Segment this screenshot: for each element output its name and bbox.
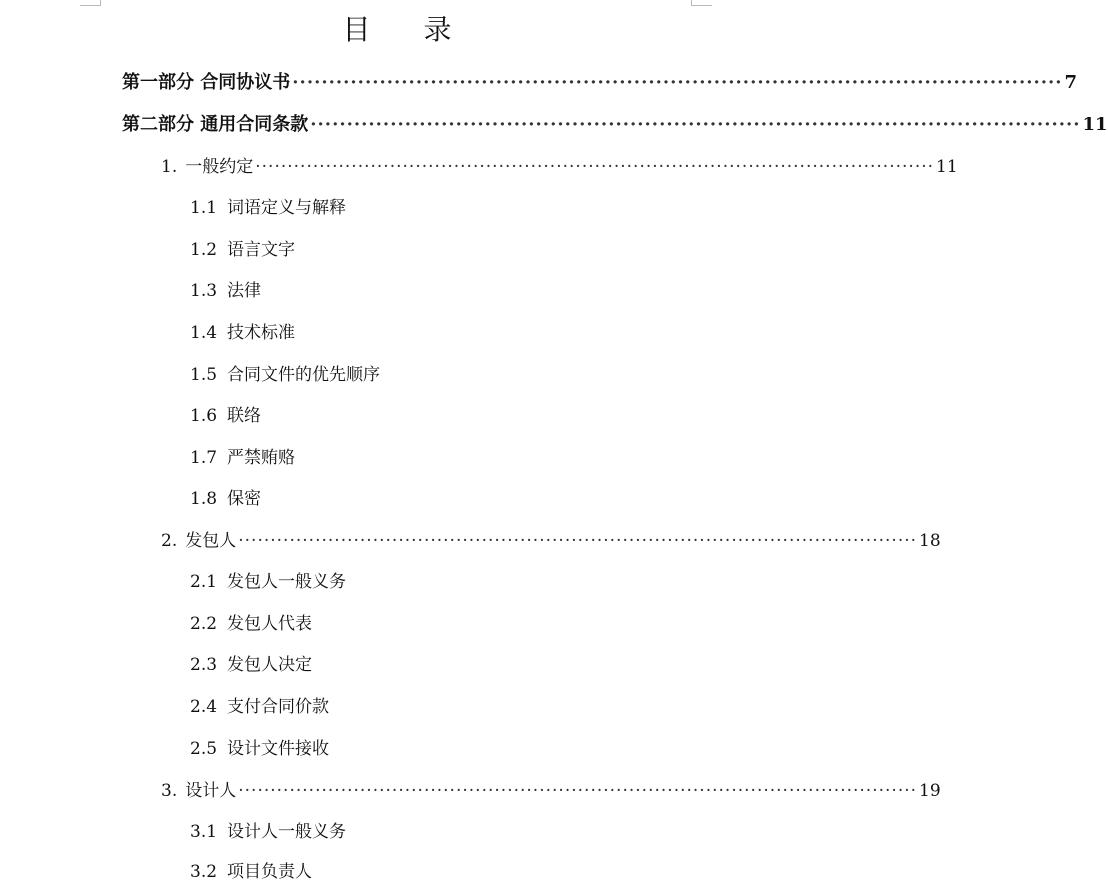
- toc-section-number: 1.6: [190, 406, 218, 426]
- toc-section-number: 2.5: [190, 739, 218, 759]
- toc-section-number: 1.1: [190, 198, 218, 218]
- toc-section-number: 1.3: [190, 281, 218, 301]
- margin-corner-mark: [80, 0, 101, 6]
- toc-entry-section[interactable]: [190, 570, 346, 594]
- toc-entry-part-1[interactable]: [122, 71, 1078, 95]
- toc-section-number: 2.4: [190, 697, 218, 717]
- toc-entry-text: 严禁贿赂: [227, 448, 296, 468]
- toc-entry-section[interactable]: [190, 737, 329, 761]
- toc-entry-section[interactable]: [190, 404, 261, 428]
- toc-entry-text: 发包人代表: [227, 614, 313, 634]
- toc-leader-dots: ··········································································································: [292, 72, 1063, 93]
- toc-section-number: 3.1: [190, 822, 218, 842]
- toc-entry-section[interactable]: [190, 196, 346, 220]
- toc-entry-section[interactable]: [190, 653, 312, 677]
- toc-entry-label: [161, 155, 253, 179]
- toc-leader-dots: ··········································································································: [238, 781, 918, 801]
- toc-entry-text: 词语定义与解释: [227, 198, 347, 218]
- toc-entry-label: 第一部分 合同协议书: [122, 72, 291, 93]
- toc-entry-text: 项目负责人: [227, 862, 313, 882]
- toc-section-number: 1.7: [190, 448, 218, 468]
- toc-entry-text: 支付合同价款: [227, 697, 330, 717]
- toc-entry-text: 一般约定: [185, 157, 254, 177]
- toc-entry-text: 技术标准: [227, 323, 296, 343]
- toc-page-number: 19: [919, 781, 941, 801]
- toc-entry-text: 语言文字: [227, 240, 296, 260]
- toc-section-number: 1.2: [190, 240, 218, 260]
- toc-leader-dots: ··········································································································: [255, 157, 935, 177]
- toc-section-number: 2.: [161, 531, 178, 551]
- toc-entry-text: 发包人决定: [227, 655, 313, 675]
- toc-page-number: 7: [1064, 72, 1078, 93]
- toc-entry-section[interactable]: [190, 446, 295, 470]
- toc-entry-part-2[interactable]: [122, 113, 1108, 137]
- toc-entry-chapter-2[interactable]: [161, 529, 941, 553]
- toc-entry-section[interactable]: [190, 612, 312, 636]
- toc-section-number: 2.3: [190, 655, 218, 675]
- toc-entry-section[interactable]: [190, 279, 261, 303]
- toc-entry-text: 联络: [227, 406, 262, 426]
- toc-entry-text: 合同文件的优先顺序: [227, 365, 381, 385]
- toc-section-number: 1.: [161, 157, 178, 177]
- toc-entry-text: 保密: [227, 489, 262, 509]
- toc-section-number: 2.2: [190, 614, 218, 634]
- toc-entry-section[interactable]: [190, 321, 295, 345]
- toc-section-number: 1.5: [190, 365, 218, 385]
- toc-entry-text: 发包人: [185, 531, 237, 551]
- toc-entry-text: 发包人一般义务: [227, 572, 347, 592]
- toc-entry-text: 设计人: [185, 781, 237, 801]
- toc-section-number: 3.2: [190, 862, 218, 882]
- toc-section-number: 3.: [161, 781, 178, 801]
- toc-entry-section[interactable]: [190, 860, 312, 884]
- toc-entry-section[interactable]: [190, 820, 346, 844]
- toc-entry-section[interactable]: [190, 363, 380, 387]
- toc-entry-text: 设计人一般义务: [227, 822, 347, 842]
- toc-leader-dots: ··········································································································: [238, 531, 918, 551]
- toc-entry-label: [161, 529, 236, 553]
- toc-entry-section[interactable]: [190, 695, 329, 719]
- toc-section-number: 2.1: [190, 572, 218, 592]
- toc-page-number: 11: [1082, 114, 1108, 135]
- toc-entry-section[interactable]: [190, 238, 295, 262]
- toc-entry-text: 设计文件接收: [227, 739, 330, 759]
- toc-leader-dots: ··········································································································: [310, 114, 1081, 135]
- margin-corner-mark: [691, 0, 712, 6]
- toc-entry-chapter-1[interactable]: [161, 155, 958, 179]
- toc-section-number: 1.4: [190, 323, 218, 343]
- toc-title: 目 录: [342, 13, 474, 46]
- toc-page-number: 11: [936, 157, 958, 177]
- toc-section-number: 1.8: [190, 489, 218, 509]
- toc-entry-label: 第二部分 通用合同条款: [122, 114, 309, 135]
- toc-entry-chapter-3[interactable]: [161, 779, 941, 803]
- toc-entry-text: 法律: [227, 281, 262, 301]
- toc-entry-section[interactable]: [190, 487, 261, 511]
- toc-page-number: 18: [919, 531, 941, 551]
- toc-entry-label: [161, 779, 236, 803]
